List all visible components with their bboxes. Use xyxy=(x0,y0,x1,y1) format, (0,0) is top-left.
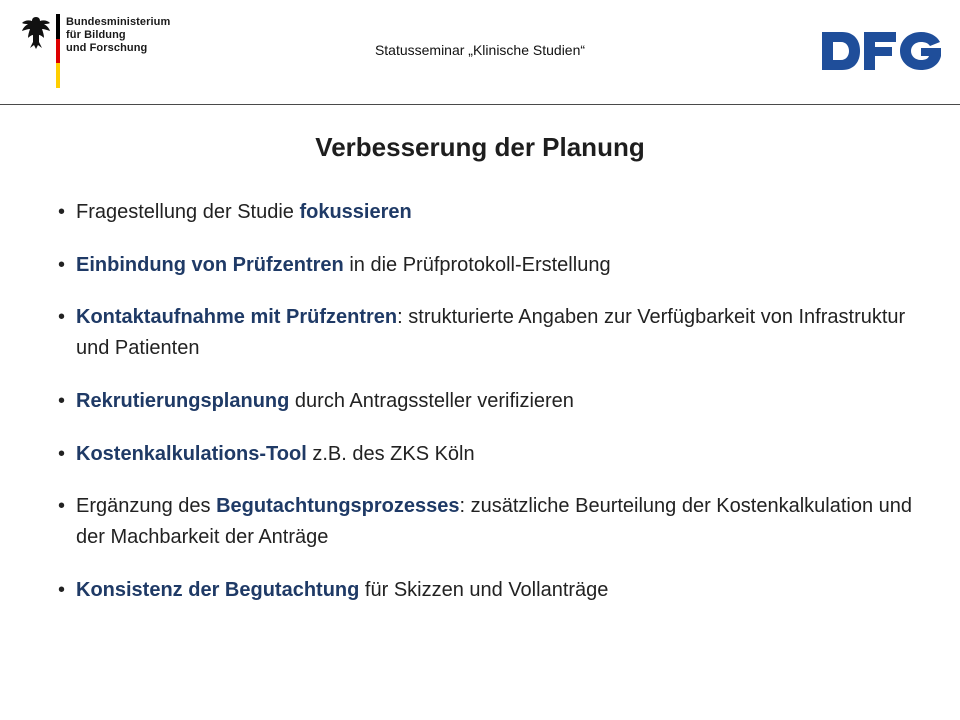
bullet-text: z.B. des ZKS Köln xyxy=(306,443,475,465)
bullet-list xyxy=(58,196,918,627)
dfg-logo xyxy=(820,28,944,74)
ministry-name xyxy=(66,16,170,55)
ministry-line: für Bildung xyxy=(66,29,126,41)
bullet-dot: • xyxy=(58,254,66,276)
ministry-line: Bundesministerium xyxy=(66,16,171,28)
ministry-line: und Forschung xyxy=(66,42,148,54)
bullet-text: in die Prüfprotokoll-Erstellung xyxy=(343,254,611,276)
bullet-highlight: Einbindung von Prüfzentren xyxy=(76,254,344,276)
bullet-highlight: Kontaktaufnahme mit Prüfzentren xyxy=(76,306,398,328)
slide-header xyxy=(0,0,960,105)
bullet-dot: • xyxy=(58,201,66,223)
bullet-item xyxy=(58,385,918,417)
slide-title: Verbesserung der Planung xyxy=(315,132,645,162)
eagle-icon xyxy=(20,14,52,52)
event-title: Statusseminar „Klinische Studien“ xyxy=(374,42,586,58)
flag-stripe-gold xyxy=(56,63,60,88)
bullet-text: : strukturierte Angaben zur Verfügbarkeit von Infrastruktur und Patienten xyxy=(76,306,906,359)
bullet-dot: • xyxy=(58,579,66,601)
bmbf-logo xyxy=(14,10,174,90)
bullet-item xyxy=(58,302,918,364)
bullet-text: : zusätzliche Beurteilung der Kostenkalkulation und der Machbarkeit der Anträge xyxy=(76,495,912,548)
bullet-item xyxy=(58,574,918,606)
bullet-text: durch Antragssteller verifizieren xyxy=(289,390,574,412)
bullet-item xyxy=(58,491,918,553)
bullet-item xyxy=(58,438,918,470)
bullet-dot: • xyxy=(58,390,66,412)
bullet-text: für Skizzen und Vollanträge xyxy=(359,579,609,601)
bullet-text: Fragestellung der Studie xyxy=(76,201,300,223)
bullet-item xyxy=(58,249,918,281)
flag-stripe-red xyxy=(56,39,60,64)
bullet-highlight: Konsistenz der Begutachtung xyxy=(76,579,360,601)
bullet-item xyxy=(58,196,918,228)
flag-stripe-black xyxy=(56,14,60,39)
bullet-highlight: fokussieren xyxy=(299,201,412,223)
bullet-dot: • xyxy=(58,306,66,328)
bullet-highlight: Begutachtungsprozesses xyxy=(216,495,460,517)
bullet-highlight: Kostenkalkulations-Tool xyxy=(76,443,307,465)
bullet-highlight: Rekrutierungsplanung xyxy=(76,390,290,412)
bullet-dot: • xyxy=(58,443,66,465)
german-flag-bar xyxy=(56,14,60,88)
bullet-text: Ergänzung des xyxy=(76,495,217,517)
bullet-dot: • xyxy=(58,495,66,517)
